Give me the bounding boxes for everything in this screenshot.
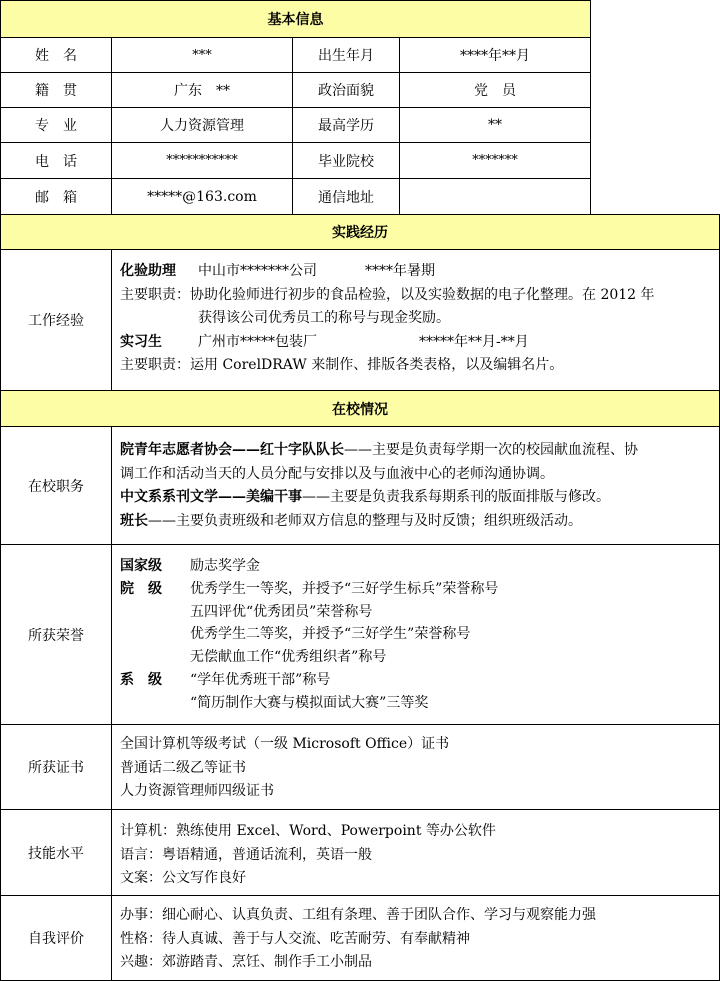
skills-content: [111, 809, 720, 896]
positions-content: [111, 426, 720, 545]
political-value: 党 员: [399, 72, 591, 108]
honor-dept-label: 系 级: [120, 671, 162, 688]
honors-content: [111, 544, 720, 725]
honor-dept-1: [120, 669, 713, 692]
honor-national: [120, 555, 713, 578]
job2-period: *****年**月-**月: [419, 333, 529, 350]
positions-label: 在校职务: [0, 426, 112, 545]
self-eval-item: 性格：待人真诚、善于与人交流、吃苦耐劳、有奉献精神: [120, 930, 470, 947]
honor-dept-2: “简历制作大赛与模拟面试大赛”三等奖: [190, 694, 429, 711]
cert-item: 全国计算机等级考试（一级 Microsoft Office）证书: [120, 736, 450, 752]
job1-duty-label: 主要职责：: [120, 286, 190, 303]
job2-duty: [120, 354, 713, 378]
job1-duty-text: 协助化验师进行初步的食品检验，以及实验数据的电子化整理。在 2012 年: [190, 286, 655, 303]
honor-college-1: [120, 578, 713, 601]
email-label: 邮 箱: [0, 178, 112, 215]
certs-content: [111, 724, 720, 810]
birth-label: 出生年月: [292, 37, 400, 73]
honor-college-text: 优秀学生一等奖，并授予“三好学生标兵”荣誉称号: [190, 580, 499, 597]
school-header: 在校情况: [0, 390, 720, 427]
honor-national-text: 励志奖学金: [190, 558, 260, 574]
degree-label: 最高学历: [292, 107, 400, 143]
major-label: 专 业: [0, 107, 112, 143]
job2-heading: [120, 331, 713, 355]
address-label: 通信地址: [292, 178, 400, 215]
job2-duty-label: 主要职责：: [120, 357, 190, 373]
work-experience-content: [111, 249, 720, 391]
job2-title: 实习生: [120, 333, 162, 350]
cert-item: 普通话二级乙等证书: [120, 759, 246, 776]
cert-item: 人力资源管理师四级证书: [120, 783, 274, 799]
phone-label: 电 话: [0, 142, 112, 179]
honor-college-2: 五四评优“优秀团员”荣誉称号: [190, 603, 373, 620]
job1-duty-cont: 获得该公司优秀员工的称号与现金奖励。: [198, 310, 450, 326]
position-3-title: 班长: [120, 512, 148, 529]
self-eval-item: 兴趣：郊游踏青、烹饪、制作手工小制品: [120, 954, 372, 970]
honors-label: 所获荣誉: [0, 544, 112, 725]
honor-college-label: 院 级: [120, 580, 162, 597]
position-3: [120, 510, 713, 534]
position-1-cont: 调工作和活动当天的人员分配与安排以及与血液中心的老师沟通协调。: [120, 465, 554, 482]
honor-college-3: 优秀学生二等奖，并授予“三好学生”荣誉称号: [190, 626, 471, 643]
job1-title: 化验助理: [120, 263, 176, 279]
work-experience-label: 工作经验: [0, 249, 112, 391]
honor-college-4: 无偿献血工作“优秀组织者”称号: [190, 649, 387, 666]
address-value: [399, 178, 591, 215]
position-2-text: ——主要是负责我系每期系刊的版面排版与修改。: [302, 489, 610, 505]
school-label: 毕业院校: [292, 142, 400, 179]
position-1-title: 院青年志愿者协会——红十字队队长: [120, 442, 344, 458]
self-eval-content: [111, 895, 720, 981]
birth-value: ****年**月: [399, 37, 591, 73]
political-label: 政治面貌: [292, 72, 400, 108]
basic-info-header: 基本信息: [0, 0, 591, 38]
certs-label: 所获证书: [0, 724, 112, 810]
job1-heading: [120, 260, 713, 284]
skills-label: 技能水平: [0, 809, 112, 896]
honor-national-label: 国家级: [120, 558, 162, 574]
hometown-label: 籍 贯: [0, 72, 112, 108]
job2-duty-text: 运用 CorelDRAW 来制作、排版各类表格，以及编辑名片。: [190, 357, 564, 373]
job1-duty: [120, 284, 713, 308]
skill-item: 文案：公文写作良好: [120, 870, 246, 886]
self-eval-label: 自我评价: [0, 895, 112, 981]
major-value: 人力资源管理: [111, 107, 293, 143]
hometown-value: 广东 **: [111, 72, 293, 108]
email-value: *****@163.com: [111, 178, 293, 215]
name-label: 姓 名: [0, 37, 112, 73]
job2-company: 广州市*****包装厂: [198, 333, 317, 350]
position-1: [120, 439, 713, 463]
position-2-title: 中文系系刊文学——美编干事: [120, 489, 302, 505]
position-2: [120, 486, 713, 510]
position-1-text: ——主要是负责每学期一次的校园献血流程、协: [344, 442, 638, 458]
position-3-text: ——主要负责班级和老师双方信息的整理与及时反馈；组织班级活动。: [148, 512, 582, 529]
job1-period: ****年暑期: [365, 263, 435, 279]
job1-company: 中山市*******公司: [198, 263, 317, 279]
self-eval-item: 办事：细心耐心、认真负责、工组有条理、善于团队合作、学习与观察能力强: [120, 907, 596, 923]
school-value: *******: [399, 142, 591, 179]
honor-dept-text: “学年优秀班干部”称号: [190, 671, 331, 688]
degree-value: **: [399, 107, 591, 143]
practice-header: 实践经历: [0, 214, 720, 250]
skill-item: 计算机：熟练使用 Excel、Word、Powerpoint 等办公软件: [120, 823, 496, 839]
name-value: ***: [111, 37, 293, 73]
skill-item: 语言：粤语精通，普通话流利，英语一般: [120, 846, 372, 863]
phone-value: ***********: [111, 142, 293, 179]
